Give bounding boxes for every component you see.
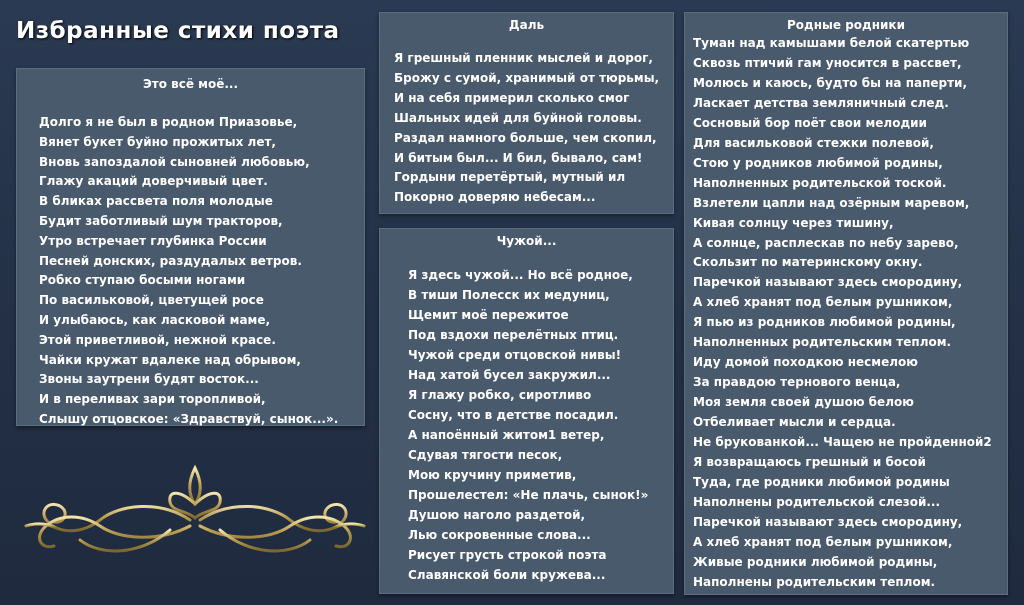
poem-line: Живые родники любимой родины, bbox=[693, 554, 938, 569]
poem-line: Робко ступаю босыми ногами bbox=[39, 273, 246, 288]
poem-text bbox=[380, 49, 673, 208]
poem-line: Лью сокровенные слова... bbox=[408, 528, 591, 542]
poem-line: В бликах рассвета поля молодые bbox=[39, 194, 273, 209]
poem-line: Отбеливает мысли и сердца. bbox=[693, 415, 896, 430]
poem-line: Над хатой бусел закружил... bbox=[408, 368, 611, 382]
poem-line: Кивая солнцу через тишину, bbox=[693, 215, 894, 230]
poem-line: Сдувая тягости песок, bbox=[408, 448, 563, 462]
poem-line: Молюсь и каюсь, будто бы на паперти, bbox=[693, 75, 968, 90]
poem-title: Это всё моё... bbox=[142, 77, 239, 91]
poem-line: Иду домой походкою несмелою bbox=[693, 355, 918, 370]
poem-line: А хлеб хранят под белым рушником, bbox=[693, 534, 953, 549]
poem-line: Славянской боли кружева... bbox=[408, 568, 606, 582]
poem-line: Шальных идей для буйной головы. bbox=[394, 110, 642, 125]
poem-panel-eto-vse-moe bbox=[16, 68, 365, 426]
poem-line: Слышу отцовское: «Здравствуй, сынок...». bbox=[39, 411, 339, 426]
poem-line: Звоны заутрени будят восток... bbox=[39, 372, 259, 387]
poem-line: Покорно доверяю небесам... bbox=[394, 190, 596, 205]
poem-line: И битым был... И бил, бывало, сам! bbox=[394, 150, 643, 165]
poem-line: Этой приветливой, нежной красе. bbox=[39, 332, 276, 347]
poem-panel-rodnye-rodniki bbox=[684, 12, 1008, 595]
poem-line: За правдою тернового венца, bbox=[693, 375, 901, 390]
poem-line: Щемит моё пережитое bbox=[408, 308, 569, 322]
poem-line: Взлетели цапли над озёрным маревом, bbox=[693, 195, 970, 210]
poem-line: Чайки кружат вдалеке над обрывом, bbox=[39, 352, 301, 367]
poem-line: А напоённый житом1 ветер, bbox=[408, 428, 605, 442]
poem-title: Родные родники bbox=[787, 18, 905, 32]
poem-line: По васильковой, цветущей росе bbox=[39, 293, 264, 308]
poem-line: Сквозь птичий гам уносится в рассвет, bbox=[693, 55, 962, 70]
poem-line: Вновь запоздалой сыновней любовью, bbox=[39, 154, 310, 169]
poem-line: И в переливах зари торопливой, bbox=[39, 392, 266, 407]
poem-line: Туман над камышами белой скатертью bbox=[693, 36, 970, 50]
poem-line: Туда, где родники любимой родины bbox=[693, 474, 950, 489]
poem-line: Моя земля своей душою белою bbox=[693, 395, 914, 410]
poem-line: И улыбаюсь, как ласковой маме, bbox=[39, 312, 271, 327]
poem-line: И на себя примерил сколько смог bbox=[394, 90, 630, 105]
poem-line: Наполненных родительской тоской. bbox=[693, 175, 947, 190]
poem-line: Для васильковой стежки полевой, bbox=[693, 135, 934, 150]
poem-line: А хлеб хранят под белым рушником, bbox=[693, 295, 953, 310]
poem-line: Песней донских, раздудалых ветров. bbox=[39, 253, 302, 268]
poem-line: Сосну, что в детстве посадил. bbox=[408, 408, 619, 422]
poem-line: Я глажу робко, сиротливо bbox=[408, 388, 592, 402]
poem-text bbox=[685, 34, 1007, 593]
poem-line: Долго я не был в родном Приазовье, bbox=[39, 115, 298, 129]
poem-panel-chuzhoy bbox=[379, 228, 674, 594]
poem-line: Наполненных родительским теплом. bbox=[693, 335, 952, 350]
poem-line: Прошелестел: «Не плачь, сынок!» bbox=[408, 488, 649, 502]
poem-line: Сосновый бор поёт свои мелодии bbox=[693, 115, 927, 130]
poem-line: Я возвращаюсь грешный и босой bbox=[693, 455, 926, 470]
poem-line: Наполнены родительской слезой... bbox=[693, 494, 941, 509]
poem-line: Не брукованкой... Чащею не пройденной2 bbox=[693, 435, 992, 450]
poem-line: Я пью из родников любимой родины, bbox=[693, 315, 956, 330]
poem-title: Даль bbox=[508, 18, 545, 32]
poem-line: Вянет букет буйно прожитых лет, bbox=[39, 134, 276, 149]
poem-line: Рисует грусть строкой поэта bbox=[408, 548, 607, 562]
poem-text bbox=[17, 113, 364, 430]
poem-line: Под вздохи перелётных птиц. bbox=[408, 328, 619, 342]
poem-line: Я грешный пленник мыслей и дорог, bbox=[394, 51, 653, 65]
poem-line: Будит заботливый шум тракторов, bbox=[39, 213, 283, 228]
poem-line: Глажу акаций доверчивый цвет. bbox=[39, 174, 268, 189]
poem-line: Мою кручину приметив, bbox=[408, 468, 577, 482]
poem-panel-dal bbox=[379, 12, 674, 214]
poem-line: Стою у родников любимой родины, bbox=[693, 155, 943, 170]
page-title: Избранные стихи поэта bbox=[16, 18, 340, 44]
poem-text bbox=[380, 265, 673, 585]
poem-line: Чужой среди отцовской нивы! bbox=[408, 348, 622, 362]
poem-line: А солнце, расплескав по небу зарево, bbox=[693, 235, 959, 250]
poem-line: Душою наголо раздетой, bbox=[408, 508, 586, 522]
poem-line: Паречкой называют здесь смородину, bbox=[693, 514, 963, 529]
poem-line: Ласкает детства земляничный след. bbox=[693, 95, 949, 110]
poem-line: Наполнены родительским теплом. bbox=[693, 574, 936, 589]
poem-line: Гордыни перетёртый, мутный ил bbox=[394, 170, 626, 185]
poem-line: Паречкой называют здесь смородину, bbox=[693, 275, 963, 290]
poem-title: Чужой... bbox=[496, 234, 557, 248]
poem-line: Раздал намного больше, чем скопил, bbox=[394, 130, 657, 145]
poem-line: В тиши Полесск их медуниц, bbox=[408, 288, 610, 302]
poem-line: Скользит по материнскому окну. bbox=[693, 255, 923, 270]
poem-line: Утро встречает глубинка России bbox=[39, 233, 267, 248]
poem-line: Брожу с сумой, хранимый от тюрьмы, bbox=[394, 70, 660, 85]
decorative-ornament-icon bbox=[20, 460, 370, 564]
poem-line: Я здесь чужой... Но всё родное, bbox=[408, 268, 633, 282]
